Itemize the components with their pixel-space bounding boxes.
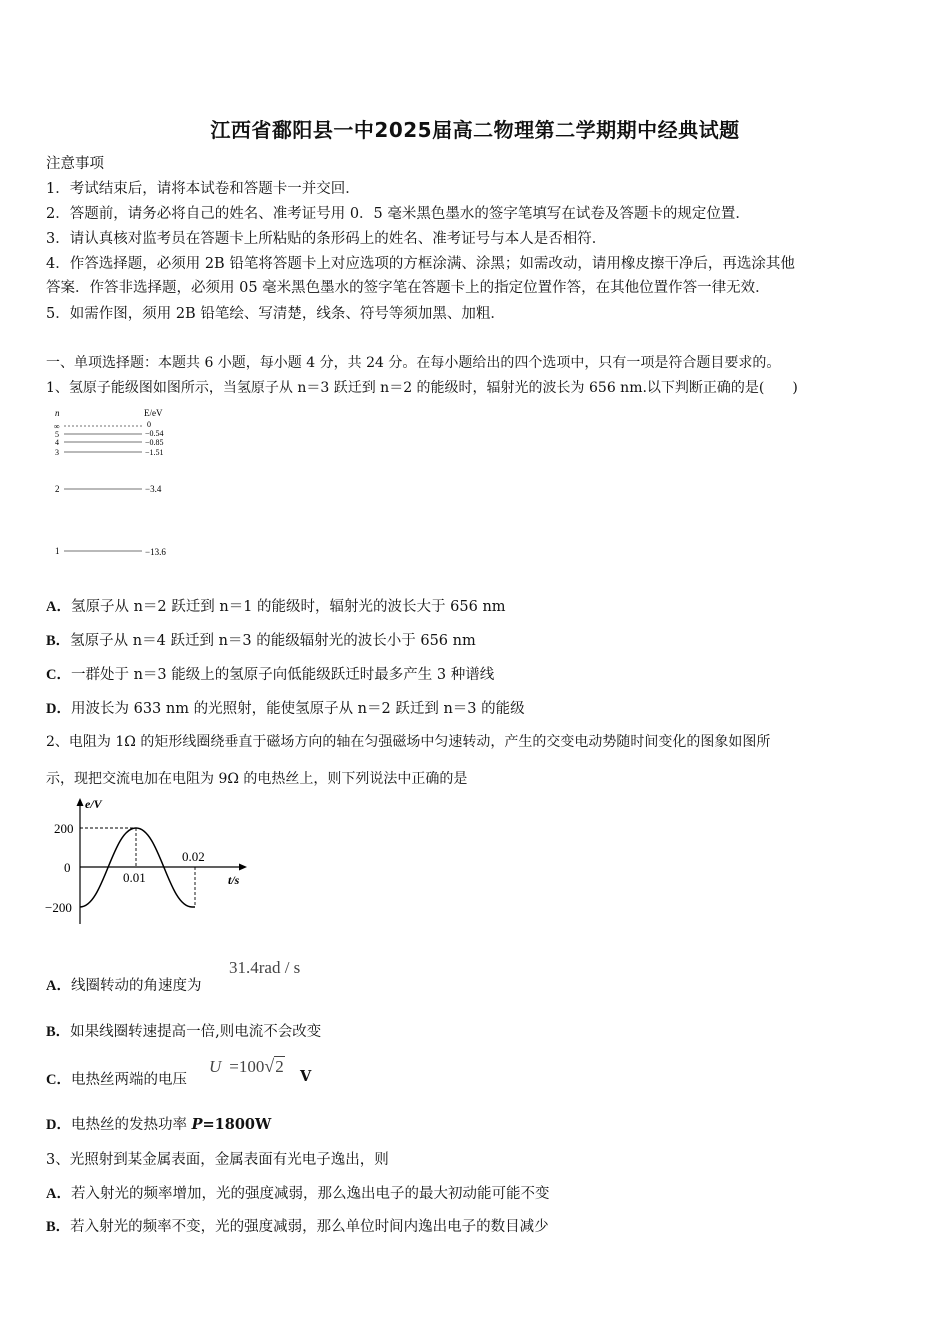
level-n-4: 4 — [55, 438, 59, 447]
notice-heading: 注意事项 — [46, 156, 104, 172]
q3-stem: 3、光照射到某金属表面，金属表面有光电子逸出，则 — [46, 1152, 389, 1168]
angular-velocity-formula: 31.4rad / s — [229, 958, 301, 977]
page-title: 江西省鄱阳县一中2025届高二物理第二学期期中经典试题 — [210, 118, 740, 142]
q1-option-b: B．氢原子从 n＝4 跃迁到 n＝3 的能级辐射光的波长小于 656 nm — [46, 633, 476, 649]
q1-option-c: C．一群处于 n＝3 能级上的氢原子向低能级跃迁时最多产生 3 种谱线 — [46, 667, 495, 683]
q3-option-a: A．若入射光的频率增加，光的强度减弱，那么逸出电子的最大初动能可能不变 — [46, 1186, 550, 1202]
notice-item-3: 3．请认真核对监考员在答题卡上所粘贴的条形码上的姓名、准考证号与本人是否相符． — [46, 231, 607, 247]
notice-item-1: 1．考试结束后，请将本试卷和答题卡一并交回． — [46, 181, 360, 197]
x-axis-label: t/s — [228, 873, 240, 887]
level-e-3: −1.51 — [145, 448, 164, 457]
q1-option-a: A．氢原子从 n＝2 跃迁到 n＝1 的能级时，辐射光的波长大于 656 nm — [46, 599, 506, 615]
notice-item-4: 4．作答选择题，必须用 2B 铅笔将答题卡上对应选项的方框涂满、涂黑；如需改动，请用橡皮擦干净后，再选涂其他 — [46, 256, 795, 272]
emf-time-graph — [42, 794, 252, 930]
y-axis-arrow — [77, 798, 84, 806]
level-n-3: 3 — [55, 448, 59, 457]
level-e-inf: 0 — [147, 420, 151, 429]
x-axis-arrow — [239, 864, 247, 871]
level-e-4: −0.85 — [145, 438, 164, 447]
notice-item-4-cont: 答案．作答非选择题，必须用 05 毫米黑色墨水的签字笔在答题卡上的指定位置作答，在其他位置作答一律无效． — [46, 280, 770, 296]
q3-option-b: B．若入射光的频率不变，光的强度减弱，那么单位时间内逸出电子的数目减少 — [46, 1219, 549, 1235]
level-e-1: −13.6 — [145, 547, 166, 557]
y-tick-0: 0 — [64, 860, 71, 875]
notice-item-5: 5．如需作图，须用 2B 铅笔绘、写清楚，线条、符号等须加黑、加粗． — [46, 306, 505, 322]
x-tick-001: 0.01 — [123, 870, 146, 885]
level-e-2: −3.4 — [145, 484, 162, 494]
q1-option-d: D．用波长为 633 nm 的光照射，能使氢原子从 n＝2 跃迁到 n＝3 的能级 — [46, 701, 525, 717]
diagram-e-label: E/eV — [144, 408, 163, 418]
level-n-5: 5 — [55, 430, 59, 439]
voltage-formula: U =100√2 — [209, 1056, 284, 1076]
notice-item-2: 2．答题前，请务必将自己的姓名、准考证号用 0．5 毫米黑色墨水的签字笔填写在试卷及答题卡的规定位置． — [46, 206, 750, 222]
energy-level-diagram — [50, 405, 190, 565]
section-heading: 一、单项选择题：本题共 6 小题，每小题 4 分，共 24 分。在每小题给出的四个选项中，只有一项是符合题目要求的。 — [46, 355, 781, 371]
level-n-2: 2 — [55, 484, 60, 494]
level-n-inf: ∞ — [54, 422, 60, 431]
y-axis-label: e/V — [85, 797, 102, 811]
level-e-5: −0.54 — [145, 429, 164, 438]
x-tick-002: 0.02 — [182, 849, 205, 864]
y-tick-200: 200 — [54, 821, 74, 836]
diagram-n-label: n — [55, 408, 60, 418]
y-tick-neg200: −200 — [45, 900, 72, 915]
q2-stem-line1: 2、电阻为 1Ω 的矩形线圈绕垂直于磁场方向的轴在匀强磁场中匀速转动，产生的交变电动势随时间变化的图象如图所 — [46, 734, 771, 750]
q2-option-b: B．如果线圈转速提高一倍,则电流不会改变 — [46, 1024, 322, 1040]
q1-stem: 1、氢原子能级图如图所示，当氢原子从 n＝3 跃迁到 n＝2 的能级时，辐射光的波长为 656 nm.以下判断正确的是( ) — [46, 380, 798, 396]
q2-stem-line2: 示，现把交流电加在电阻为 9Ω 的电热丝上，则下列说法中正确的是 — [46, 771, 468, 787]
q2-option-d: D．电热丝的发热功率 P=1800W — [46, 1116, 272, 1133]
level-n-1: 1 — [55, 546, 60, 556]
